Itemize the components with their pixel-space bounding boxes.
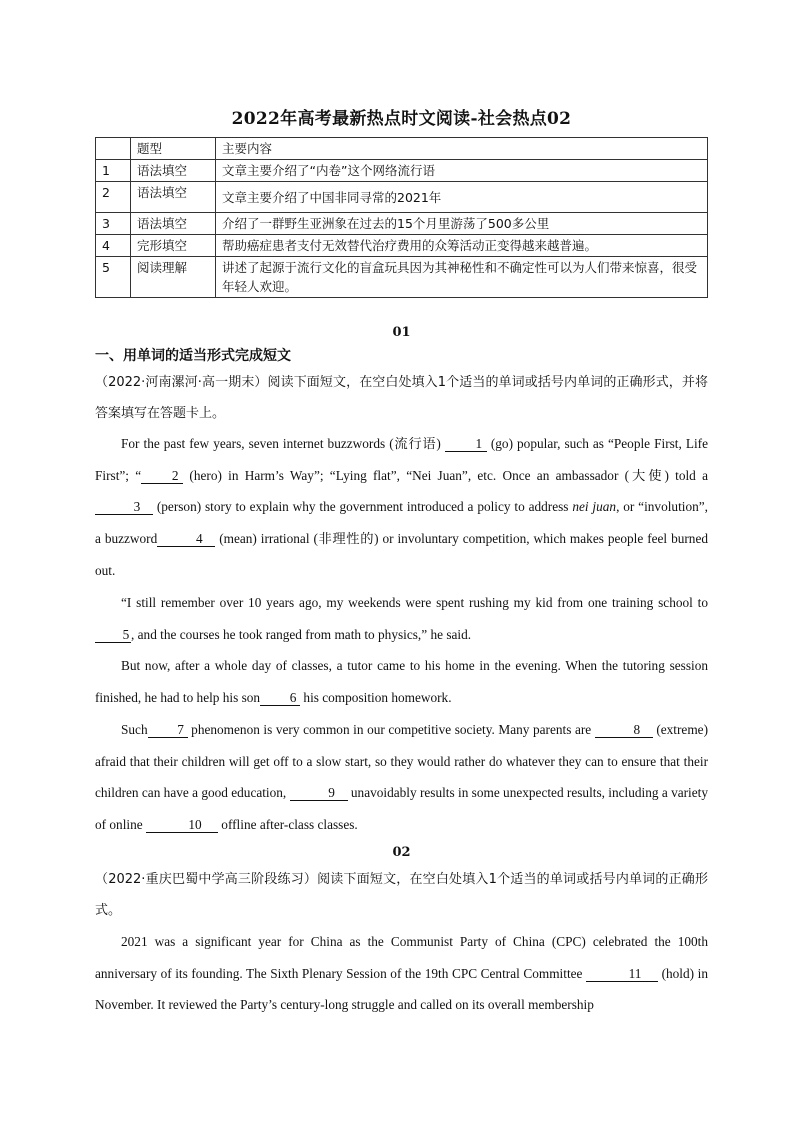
answer-blank[interactable]: 5 xyxy=(95,627,131,643)
passage-text: unavoidably results in some unexpected results, including a variety of online xyxy=(95,785,708,833)
italic-term: nei juan xyxy=(572,499,617,515)
passage-text: (person) story to explain why the government introduced a policy to address xyxy=(153,499,573,515)
passage-text: offline after-class classes. xyxy=(217,817,358,833)
section-heading: 一、用单词的适当形式完成短文 xyxy=(95,348,291,364)
answer-blank[interactable]: 4 xyxy=(157,531,215,547)
row-number: 4 xyxy=(96,235,131,257)
header-cell xyxy=(96,138,131,160)
table-row xyxy=(96,213,708,235)
summary-table xyxy=(95,137,708,298)
passage-paragraph xyxy=(95,587,708,650)
row-number: 2 xyxy=(96,182,131,213)
passage-paragraph xyxy=(95,428,708,587)
section-number: 01 xyxy=(392,325,411,340)
passage-text: (hero) in Harm’s Way”; “Lying flat”, “Nei Juan”, etc. Once an ambassador (大使) told a xyxy=(183,467,708,483)
table-row xyxy=(96,182,708,213)
answer-blank[interactable]: 1 xyxy=(445,436,487,452)
passage-text: , and the courses he took ranged from math to physics,” he said. xyxy=(131,626,472,642)
row-content: 帮助癌症患者支付无效替代治疗费用的众筹活动正变得越来越普遍。 xyxy=(216,235,708,257)
table-header-row xyxy=(96,138,708,160)
answer-blank[interactable]: 8 xyxy=(595,722,653,738)
row-type: 语法填空 xyxy=(131,160,216,182)
passage-text: (go) popular, such as “People First, Life First”; “ xyxy=(95,436,708,483)
passage-text: phenomenon is very common in our competitive society. Many parents are xyxy=(187,722,595,737)
passage-paragraph xyxy=(95,714,708,841)
answer-blank[interactable]: 2 xyxy=(141,468,183,484)
header-cell: 题型 xyxy=(131,138,216,160)
row-number: 5 xyxy=(96,257,131,298)
passage-text: (extreme) afraid that their children will get off to a slow start, so they would rather do whatever they can to ensure that their children can have a good education, xyxy=(95,722,709,801)
passage-text: 2021 was a significant year for China as the Communist Party of China (CPC) celebrated the 100th anniversary of its founding. The Sixth Plenary Session of the 19th CPC Central Committee xyxy=(95,934,708,981)
answer-blank[interactable]: 7 xyxy=(148,722,188,738)
answer-blank[interactable]: 10 xyxy=(146,817,218,833)
passage-text: , or “involution”, a buzzword xyxy=(95,499,708,547)
answer-blank[interactable]: 6 xyxy=(260,690,300,706)
table-row xyxy=(96,235,708,257)
passage-text: For the past few years, seven internet buzzwords (流行语) xyxy=(121,436,445,451)
header-cell: 主要内容 xyxy=(216,138,708,160)
passage-text: (hold) in November. It reviewed the Party’s century-long struggle and called on its overall membership xyxy=(95,965,708,1013)
row-type: 完形填空 xyxy=(131,235,216,257)
answer-blank[interactable]: 9 xyxy=(290,785,348,801)
passage-text: “I still remember over 10 years ago, my weekends were spent rushing my kid from one training school to xyxy=(121,595,708,610)
passage-text: (mean) irrational (非理性的) or involuntary competition, which makes people feel burned out. xyxy=(95,531,708,578)
answer-blank[interactable]: 11 xyxy=(586,966,658,982)
passage-text: his composition homework. xyxy=(300,689,452,705)
row-type: 语法填空 xyxy=(131,213,216,235)
passage-paragraph xyxy=(95,926,708,1021)
section-number: 02 xyxy=(392,845,411,860)
section-intro: （2022·河南漯河·高一期末）阅读下面短文，在空白处填入1个适当的单词或括号内单词的正确形式，并将答案填写在答题卡上。 xyxy=(95,375,708,421)
row-type: 语法填空 xyxy=(131,182,216,213)
row-type: 阅读理解 xyxy=(131,257,216,298)
table-row xyxy=(96,160,708,182)
passage-text: Such xyxy=(121,722,148,737)
passage-paragraph xyxy=(95,650,708,713)
row-content: 介绍了一群野生亚洲象在过去的15个月里游荡了500多公里 xyxy=(216,213,708,235)
row-content: 讲述了起源于流行文化的盲盒玩具因为其神秘性和不确定性可以为人们带来惊喜，很受年轻人欢迎。 xyxy=(216,257,708,298)
page-title: 2022年高考最新热点时文阅读-社会热点02 xyxy=(231,109,572,129)
row-number: 1 xyxy=(96,160,131,182)
section-intro: （2022·重庆巴蜀中学高三阶段练习）阅读下面短文，在空白处填入1个适当的单词或括号内单词的正确形式。 xyxy=(95,872,708,918)
answer-blank[interactable]: 3 xyxy=(95,499,153,515)
row-number: 3 xyxy=(96,213,131,235)
row-content: 文章主要介绍了“内卷”这个网络流行语 xyxy=(216,160,708,182)
passage-text: But now, after a whole day of classes, a tutor came to his home in the evening. When the tutoring session finished, he had to help his son xyxy=(95,658,708,705)
table-row xyxy=(96,257,708,298)
row-content: 文章主要介绍了中国非同寻常的2021年 xyxy=(216,182,708,213)
